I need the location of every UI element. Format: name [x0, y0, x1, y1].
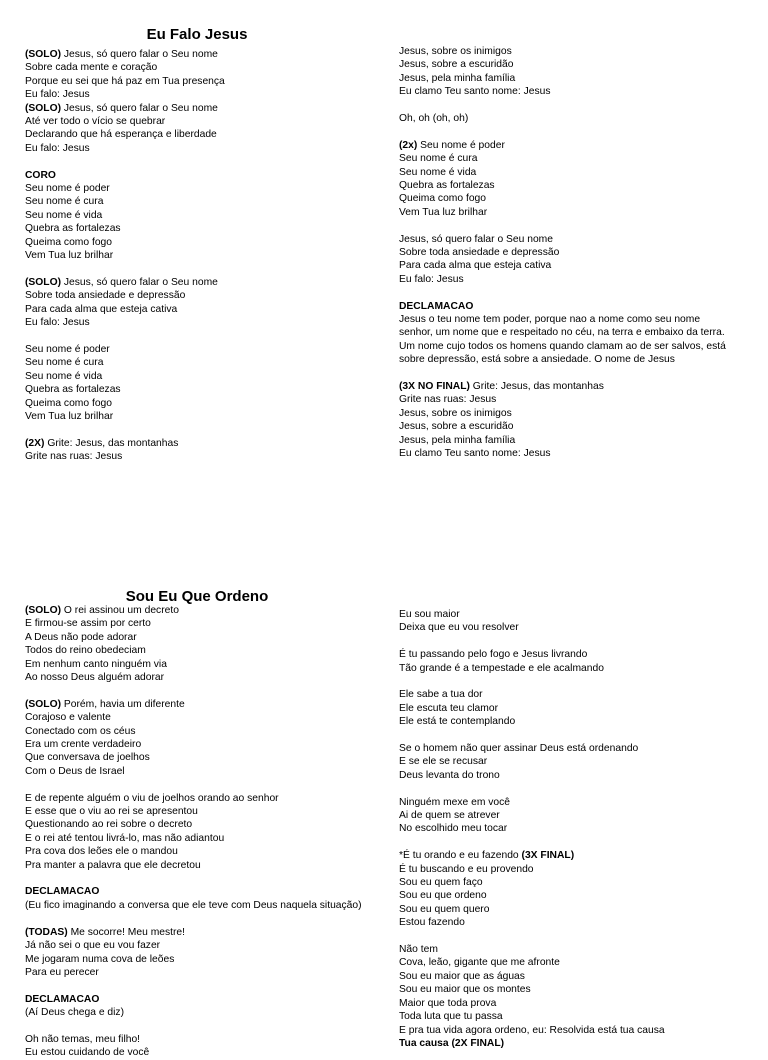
lyric-line	[25, 805, 380, 818]
lyric-text: Quebra as fortalezas	[25, 384, 121, 396]
lyric-text: (Eu fico imaginando a conversa que ele teve com Deus naquela situação)	[25, 899, 362, 911]
lyric-text: Declarando que há esperança e liberdade	[25, 129, 217, 141]
lyric-line	[25, 370, 380, 383]
lyric-text: *É tu orando e eu fazendo	[399, 850, 522, 862]
lyric-line	[25, 899, 380, 912]
lyric-text: Seu nome é poder	[417, 139, 505, 151]
lyric-line	[399, 769, 734, 782]
lyric-text: Eu falo: Jesus	[25, 142, 90, 154]
lyric-line	[399, 99, 734, 112]
lyric-line	[25, 289, 380, 302]
lyric-line	[399, 702, 734, 715]
lyric-text: Até ver todo o vício se quebrar	[25, 116, 166, 128]
lyric-text: Grite: Jesus, das montanhas	[469, 381, 604, 393]
lyric-text: Quebra as fortalezas	[399, 180, 495, 192]
lyric-text: Para cada alma que esteja cativa	[25, 303, 178, 315]
lyric-line	[25, 604, 380, 617]
section-heading: DECLAMACAO	[25, 993, 100, 1005]
lyric-text: Ele está te contemplando	[399, 716, 516, 728]
lyric-text: Sobre toda ansiedade e depressão	[25, 290, 186, 302]
lyric-text: Eu estou cuidando de você	[25, 1047, 150, 1059]
lyric-text: Jesus, só quero falar o Seu nome	[61, 49, 218, 60]
lyric-line	[25, 1033, 380, 1046]
lyric-text: E firmou-se assim por certo	[25, 618, 151, 630]
lyric-line	[399, 152, 734, 165]
lyric-line	[399, 1024, 734, 1037]
lyric-line	[399, 715, 734, 728]
lyric-text: Seu nome é cura	[25, 196, 104, 208]
lyric-text: Porém, havia um diferente	[61, 698, 185, 710]
lyric-text: Jesus, sobre a escuridão	[399, 59, 514, 71]
lyric-text: Vem Tua luz brilhar	[25, 410, 114, 422]
lyric-text: Corajoso e valente	[25, 712, 111, 724]
lyric-line	[399, 246, 734, 259]
lyric-text: Eu falo: Jesus	[25, 317, 90, 329]
part-tag: (2X)	[25, 437, 45, 449]
lyric-line	[25, 209, 380, 222]
lyric-text: Sobre cada mente e coração	[25, 62, 158, 74]
part-tag: (SOLO)	[25, 605, 62, 616]
lyric-line	[25, 182, 380, 195]
lyric-text: Grite: Jesus, das montanhas	[44, 437, 179, 449]
lyric-text: Já não sei o que eu vou fazer	[25, 940, 161, 952]
lyric-text: Sou eu maior que os montes	[399, 984, 531, 996]
lyric-text: Seu nome é poder	[25, 183, 110, 195]
section-heading: DECLAMACAO	[25, 886, 100, 898]
song1-left-column	[25, 48, 380, 464]
lyric-line	[25, 792, 380, 805]
lyric-line	[399, 809, 734, 822]
lyric-line	[399, 420, 734, 433]
lyric-text: Maior que toda prova	[399, 997, 497, 1009]
lyric-line	[25, 316, 380, 329]
lyric-text: Cova, leão, gigante que me afronte	[399, 957, 560, 969]
lyric-text: Não tem	[399, 944, 438, 956]
lyric-text: Sobre toda ansiedade e depressão	[399, 247, 560, 259]
lyric-text: Jesus, só quero falar o Seu nome	[399, 233, 553, 245]
lyric-line	[399, 367, 734, 380]
lyric-line	[25, 1006, 380, 1019]
lyric-line	[25, 356, 380, 369]
lyric-line	[399, 125, 734, 138]
part-tag: (TODAS)	[25, 926, 68, 938]
lyric-text: Eu sou maior	[399, 609, 460, 620]
song2-right-column	[399, 608, 734, 1050]
lyric-line	[25, 437, 380, 450]
lyric-text: Sou eu que ordeno	[399, 890, 487, 902]
lyric-line	[399, 742, 734, 755]
lyric-line	[399, 782, 734, 795]
lyric-line	[399, 836, 734, 849]
lyric-line	[25, 75, 380, 88]
lyric-line	[399, 943, 734, 956]
section-heading: Tua causa (2X FINAL)	[399, 1037, 505, 1049]
lyric-line	[25, 751, 380, 764]
lyric-line	[399, 755, 734, 768]
lyric-text: Sou eu quem quero	[399, 903, 490, 915]
lyric-line	[25, 303, 380, 316]
lyric-line	[25, 222, 380, 235]
lyric-line	[399, 85, 734, 98]
lyric-line	[399, 447, 734, 460]
lyric-line	[399, 983, 734, 996]
lyric-line	[399, 876, 734, 889]
lyric-text: Sou eu maior que as águas	[399, 970, 525, 982]
lyric-text: Seu nome é vida	[25, 370, 103, 382]
repeat-tag: (3X FINAL)	[521, 850, 575, 862]
lyric-line	[25, 410, 380, 423]
lyric-text: Era um crente verdadeiro	[25, 739, 142, 751]
song-title-eu-falo-jesus: Eu Falo Jesus	[146, 26, 248, 43]
lyric-line	[399, 889, 734, 902]
lyric-line	[25, 195, 380, 208]
lyric-line	[25, 711, 380, 724]
lyric-line	[399, 997, 734, 1010]
lyric-line	[25, 169, 380, 182]
lyric-text: Quebra as fortalezas	[25, 223, 121, 235]
lyric-line	[399, 233, 734, 246]
lyric-line	[399, 648, 734, 661]
lyric-line	[25, 450, 380, 463]
lyric-line	[25, 818, 380, 831]
lyric-line	[399, 72, 734, 85]
lyric-text: É tu buscando e eu provendo	[399, 863, 534, 875]
lyric-text: Porque eu sei que há paz em Tua presença	[25, 75, 225, 87]
lyric-text: Jesus, só quero falar o Seu nome	[61, 276, 218, 288]
lyric-text: Seu nome é vida	[399, 166, 477, 178]
lyric-line	[25, 88, 380, 101]
lyric-line	[399, 863, 734, 876]
lyric-text: Eu falo: Jesus	[25, 89, 90, 101]
lyric-line	[399, 139, 734, 152]
lyric-text: Estou fazendo	[399, 917, 465, 929]
lyric-line	[25, 644, 380, 657]
lyric-line	[25, 1020, 380, 1033]
lyric-text: Todos do reino obedeciam	[25, 645, 146, 657]
song2-left-column	[25, 604, 380, 1060]
lyric-line	[25, 966, 380, 979]
lyric-line	[25, 61, 380, 74]
lyric-text: Queima como fogo	[25, 236, 112, 248]
lyric-text: No escolhido meu tocar	[399, 823, 508, 835]
lyric-line	[399, 273, 734, 286]
lyric-line	[25, 778, 380, 791]
lyric-text: Toda luta que tu passa	[399, 1011, 503, 1023]
song1-right-column	[399, 45, 734, 461]
lyric-line	[399, 916, 734, 929]
lyric-line	[25, 765, 380, 778]
lyric-line	[25, 142, 380, 155]
lyric-line	[399, 45, 734, 58]
lyric-line	[399, 635, 734, 648]
lyric-line	[399, 219, 734, 232]
lyric-line	[399, 822, 734, 835]
lyric-text: Grite nas ruas: Jesus	[25, 451, 123, 463]
lyric-text: Pra manter a palavra que ele decretou	[25, 859, 201, 871]
lyric-line	[25, 979, 380, 992]
lyric-text: Jesus, pela minha família	[399, 72, 516, 84]
part-tag: (SOLO)	[25, 49, 62, 60]
lyric-line	[25, 885, 380, 898]
lyric-line	[25, 725, 380, 738]
lyric-text: Seu nome é cura	[399, 153, 478, 165]
lyric-text: Jesus, pela minha família	[399, 434, 516, 446]
lyric-text: Jesus, sobre os inimigos	[399, 407, 512, 419]
lyric-text: E o rei até tentou livrá-lo, mas não adiantou	[25, 832, 225, 844]
lyric-text: Tão grande é a tempestade e ele acalmando	[399, 662, 604, 674]
lyric-line	[399, 58, 734, 71]
lyric-text: Eu clamo Teu santo nome: Jesus	[399, 86, 551, 98]
lyric-line	[399, 796, 734, 809]
part-tag: (3X NO FINAL)	[399, 381, 470, 393]
lyric-line	[25, 832, 380, 845]
lyric-line	[25, 276, 380, 289]
part-tag: (2x)	[399, 139, 418, 151]
lyric-line	[399, 434, 734, 447]
lyric-text: É tu passando pelo fogo e Jesus livrando	[399, 649, 588, 661]
lyric-line	[25, 1046, 380, 1059]
lyric-line	[25, 926, 380, 939]
lyric-line	[399, 662, 734, 675]
lyric-line	[25, 738, 380, 751]
lyric-text: Jesus o teu nome tem poder, porque nao a nome como seu nome senhor, um nome que e respeitado no céu, na terra e embaixo da terra. Um nome cujo todos os homens quando clamam ao de ser salvos, está sobre depressão, está sobre a ansiedade. O nome de Jesus	[399, 314, 729, 366]
lyric-line	[25, 330, 380, 343]
lyric-text: Queima como fogo	[25, 397, 112, 409]
lyric-text: Para eu perecer	[25, 966, 99, 978]
lyric-text: Jesus, sobre os inimigos	[399, 46, 512, 57]
lyric-text: Sou eu quem faço	[399, 877, 483, 889]
lyric-line	[25, 912, 380, 925]
lyric-text: (Aí Deus chega e diz)	[25, 1007, 125, 1019]
lyric-text: Que conversava de joelhos	[25, 752, 150, 764]
lyric-line	[25, 249, 380, 262]
section-heading: CORO	[25, 169, 56, 181]
lyric-line	[25, 48, 380, 61]
lyric-line	[25, 128, 380, 141]
lyric-line	[399, 608, 734, 621]
lyric-text: Vem Tua luz brilhar	[399, 206, 488, 218]
lyric-line	[25, 617, 380, 630]
lyric-line	[399, 166, 734, 179]
lyric-text: Para cada alma que esteja cativa	[399, 260, 552, 272]
lyric-text: E de repente alguém o viu de joelhos orando ao senhor	[25, 792, 279, 804]
lyric-text: Ao nosso Deus alguém adorar	[25, 672, 165, 684]
lyric-text: A Deus não pode adorar	[25, 631, 137, 643]
lyric-line	[399, 849, 734, 862]
lyric-line	[25, 397, 380, 410]
lyric-line	[25, 658, 380, 671]
lyric-text: Queima como fogo	[399, 193, 486, 205]
lyric-line	[25, 859, 380, 872]
lyric-line	[25, 102, 380, 115]
lyric-text: Eu clamo Teu santo nome: Jesus	[399, 448, 551, 460]
lyric-text: E esse que o viu ao rei se apresentou	[25, 806, 198, 818]
lyric-line	[399, 313, 734, 367]
lyric-line	[399, 621, 734, 634]
lyric-line	[25, 262, 380, 275]
lyric-line	[399, 259, 734, 272]
lyric-line	[25, 423, 380, 436]
lyric-text: Jesus, sobre a escuridão	[399, 421, 514, 433]
lyric-text: Ninguém mexe em você	[399, 796, 511, 808]
lyric-text: Deixa que eu vou resolver	[399, 622, 519, 634]
lyric-text: Ele escuta teu clamor	[399, 702, 499, 714]
lyric-line	[399, 688, 734, 701]
lyric-line	[25, 155, 380, 168]
lyric-line	[399, 903, 734, 916]
lyric-line	[25, 872, 380, 885]
lyric-text: Oh, oh (oh, oh)	[399, 113, 469, 125]
lyric-text: Ai de quem se atrever	[399, 810, 500, 822]
lyric-line	[399, 956, 734, 969]
lyric-text: Seu nome é vida	[25, 209, 103, 221]
lyric-line	[25, 993, 380, 1006]
lyric-line	[25, 343, 380, 356]
lyric-text: Oh não temas, meu filho!	[25, 1033, 141, 1045]
lyric-line	[399, 407, 734, 420]
lyric-line	[399, 286, 734, 299]
lyric-line	[399, 729, 734, 742]
lyric-line	[399, 300, 734, 313]
lyric-text: O rei assinou um decreto	[61, 605, 179, 616]
lyric-line	[399, 675, 734, 688]
part-tag: (SOLO)	[25, 102, 62, 114]
lyric-text: Com o Deus de Israel	[25, 765, 125, 777]
lyric-text: Questionando ao rei sobre o decreto	[25, 819, 193, 831]
part-tag: (SOLO)	[25, 698, 62, 710]
lyric-line	[399, 930, 734, 943]
lyric-line	[25, 845, 380, 858]
lyric-line	[399, 192, 734, 205]
lyric-line	[399, 970, 734, 983]
lyric-line	[399, 1037, 734, 1050]
lyric-line	[25, 939, 380, 952]
lyric-text: E se ele se recusar	[399, 756, 488, 768]
lyric-line	[399, 1010, 734, 1023]
lyric-text: Ele sabe a tua dor	[399, 689, 483, 701]
lyric-text: Seu nome é poder	[25, 343, 110, 355]
lyric-text: Grite nas ruas: Jesus	[399, 394, 497, 406]
lyric-line	[25, 684, 380, 697]
lyric-text: Deus levanta do trono	[399, 769, 500, 781]
part-tag: (SOLO)	[25, 276, 62, 288]
lyric-line	[25, 383, 380, 396]
lyric-text: Pra cova dos leões ele o mandou	[25, 846, 178, 858]
lyric-line	[399, 179, 734, 192]
lyric-text: Conectado com os céus	[25, 725, 136, 737]
song-title-sou-eu-que-ordeno: Sou Eu Que Ordeno	[125, 588, 269, 605]
lyric-line	[399, 112, 734, 125]
lyric-text: Eu falo: Jesus	[399, 273, 464, 285]
lyric-text: Em nenhum canto ninguém via	[25, 658, 167, 670]
lyric-text: Se o homem não quer assinar Deus está ordenando	[399, 743, 639, 755]
lyric-text: Me jogaram numa cova de leões	[25, 953, 175, 965]
lyric-line	[25, 698, 380, 711]
lyric-line	[399, 206, 734, 219]
lyric-text: Seu nome é cura	[25, 357, 104, 369]
lyric-line	[25, 236, 380, 249]
lyric-text: Me socorre! Meu mestre!	[67, 926, 186, 938]
section-heading: DECLAMACAO	[399, 300, 474, 312]
lyric-line	[25, 671, 380, 684]
lyric-line	[25, 631, 380, 644]
lyric-line	[25, 115, 380, 128]
lyric-line	[25, 953, 380, 966]
lyric-line	[399, 393, 734, 406]
lyric-text: Jesus, só quero falar o Seu nome	[61, 102, 218, 114]
lyric-text: E pra tua vida agora ordeno, eu: Resolvida está tua causa	[399, 1024, 665, 1036]
lyric-line	[399, 380, 734, 393]
lyric-text: Vem Tua luz brilhar	[25, 250, 114, 262]
